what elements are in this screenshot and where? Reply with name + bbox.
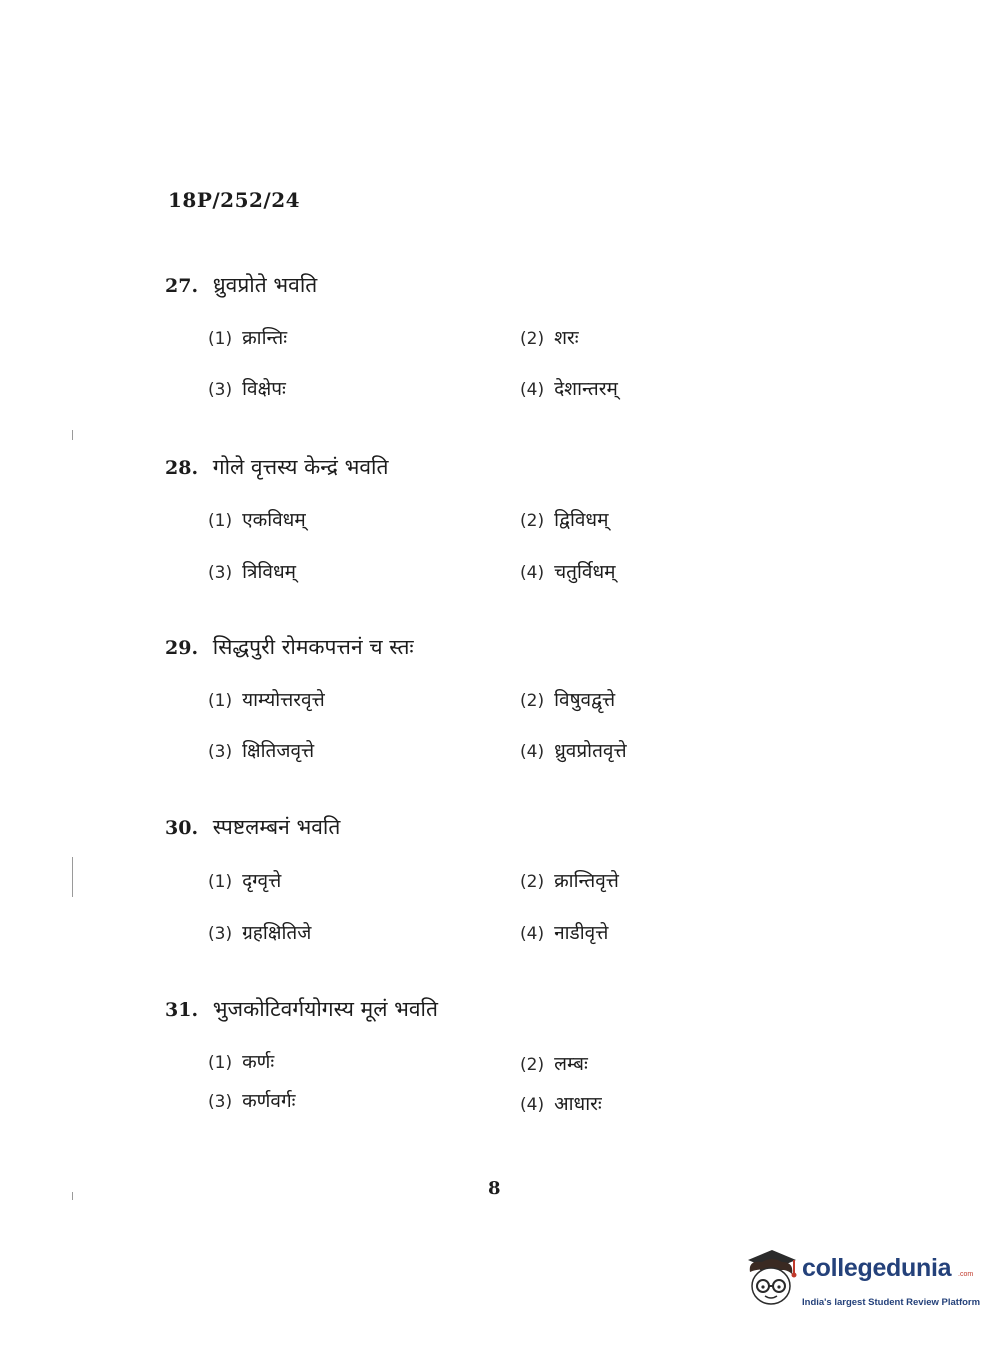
- option-number: (2): [520, 691, 545, 711]
- question-stem: [165, 267, 865, 303]
- question-number: 31.: [165, 999, 199, 1021]
- option-text: देशान्तरम्: [554, 378, 618, 400]
- option-number: (3): [208, 1092, 233, 1112]
- question-number: 29.: [165, 637, 199, 659]
- question-31: [165, 991, 865, 1115]
- option-4: [520, 918, 608, 949]
- mascot-icon: [742, 1246, 800, 1312]
- option-text: ध्रुवप्रोतवृत्ते: [554, 740, 627, 762]
- option-number: (1): [208, 691, 233, 711]
- option-number: (4): [520, 1095, 545, 1115]
- option-number: (3): [208, 742, 233, 762]
- question-text: भुजकोटिवर्गयोगस्य मूलं भवति: [212, 997, 438, 1021]
- option-1: [208, 323, 287, 354]
- option-text: आधारः: [554, 1093, 602, 1115]
- brand-tagline: India's largest Student Review Platform: [802, 1297, 981, 1308]
- option-3: [208, 918, 311, 949]
- option-text: द्विविधम्: [554, 509, 609, 531]
- option-4: [520, 736, 627, 767]
- option-text: लम्बः: [554, 1053, 588, 1075]
- option-number: (3): [208, 924, 233, 944]
- option-text: शरः: [554, 327, 579, 349]
- option-text: क्षितिजवृत्ते: [242, 740, 315, 762]
- margin-mark: [72, 857, 73, 897]
- question-text: ध्रुवप्रोते भवति: [212, 273, 318, 297]
- option-number: (1): [208, 1053, 233, 1073]
- option-number: (2): [520, 1055, 545, 1075]
- question-number: 27.: [165, 275, 199, 297]
- option-2: [520, 685, 615, 716]
- option-text: कर्णवर्गः: [242, 1090, 296, 1112]
- question-29: [165, 629, 865, 762]
- option-number: (1): [208, 329, 233, 349]
- option-1: [208, 1047, 274, 1078]
- option-text: चतुर्विधम्: [554, 561, 616, 583]
- option-number: (4): [520, 563, 545, 583]
- option-text: कर्णः: [242, 1051, 275, 1073]
- option-2: [520, 505, 608, 536]
- question-number: 30.: [165, 817, 199, 839]
- option-text: क्रान्तिवृत्ते: [554, 870, 619, 892]
- brand-name: collegedunia: [802, 1254, 952, 1282]
- question-30: [165, 809, 865, 944]
- question-28: [165, 449, 865, 583]
- option-3: [208, 374, 286, 405]
- question-stem: [165, 809, 865, 845]
- option-number: (2): [520, 872, 545, 892]
- option-1: [208, 505, 306, 536]
- option-number: (3): [208, 563, 233, 583]
- option-3: [208, 1086, 296, 1117]
- margin-mark: [72, 1192, 73, 1200]
- option-text: नाडीवृत्ते: [554, 922, 609, 944]
- option-number: (4): [520, 380, 545, 400]
- option-text: ग्रहक्षितिजे: [242, 922, 312, 944]
- brand-domain-suffix: .com: [958, 1271, 974, 1278]
- option-text: विक्षेपः: [242, 378, 286, 400]
- option-4: [520, 557, 616, 588]
- option-number: (1): [208, 511, 233, 531]
- option-2: [520, 323, 579, 354]
- question-27: [165, 267, 865, 400]
- option-number: (3): [208, 380, 233, 400]
- margin-mark: [72, 430, 73, 440]
- option-number: (1): [208, 872, 233, 892]
- question-number: 28.: [165, 457, 199, 479]
- option-3: [208, 557, 296, 588]
- option-3: [208, 736, 314, 767]
- question-text: सिद्धपुरी रोमकपत्तनं च स्तः: [212, 635, 414, 659]
- option-4: [520, 374, 618, 405]
- option-1: [208, 866, 281, 897]
- option-text: याम्योत्तरवृत्ते: [242, 689, 325, 711]
- option-2: [520, 1049, 588, 1080]
- option-text: विषुवद्वृत्ते: [554, 689, 616, 711]
- option-number: (4): [520, 924, 545, 944]
- question-stem: [165, 449, 865, 485]
- option-text: क्रान्तिः: [242, 327, 288, 349]
- option-1: [208, 685, 325, 716]
- option-number: (2): [520, 511, 545, 531]
- question-text: स्पष्टलम्बनं भवति: [212, 815, 341, 839]
- question-text: गोले वृत्तस्य केन्द्रं भवति: [212, 455, 389, 479]
- paper-code: 18P/252/24: [168, 188, 301, 212]
- option-text: एकविधम्: [242, 509, 306, 531]
- option-text: दृग्वृत्ते: [242, 870, 282, 892]
- question-stem: [165, 629, 865, 665]
- option-text: त्रिविधम्: [242, 561, 297, 583]
- option-2: [520, 866, 619, 897]
- collegedunia-logo: [742, 1246, 981, 1316]
- page-number: 8: [488, 1178, 501, 1199]
- option-number: (2): [520, 329, 545, 349]
- question-stem: [165, 991, 865, 1027]
- option-number: (4): [520, 742, 545, 762]
- option-4: [520, 1089, 602, 1120]
